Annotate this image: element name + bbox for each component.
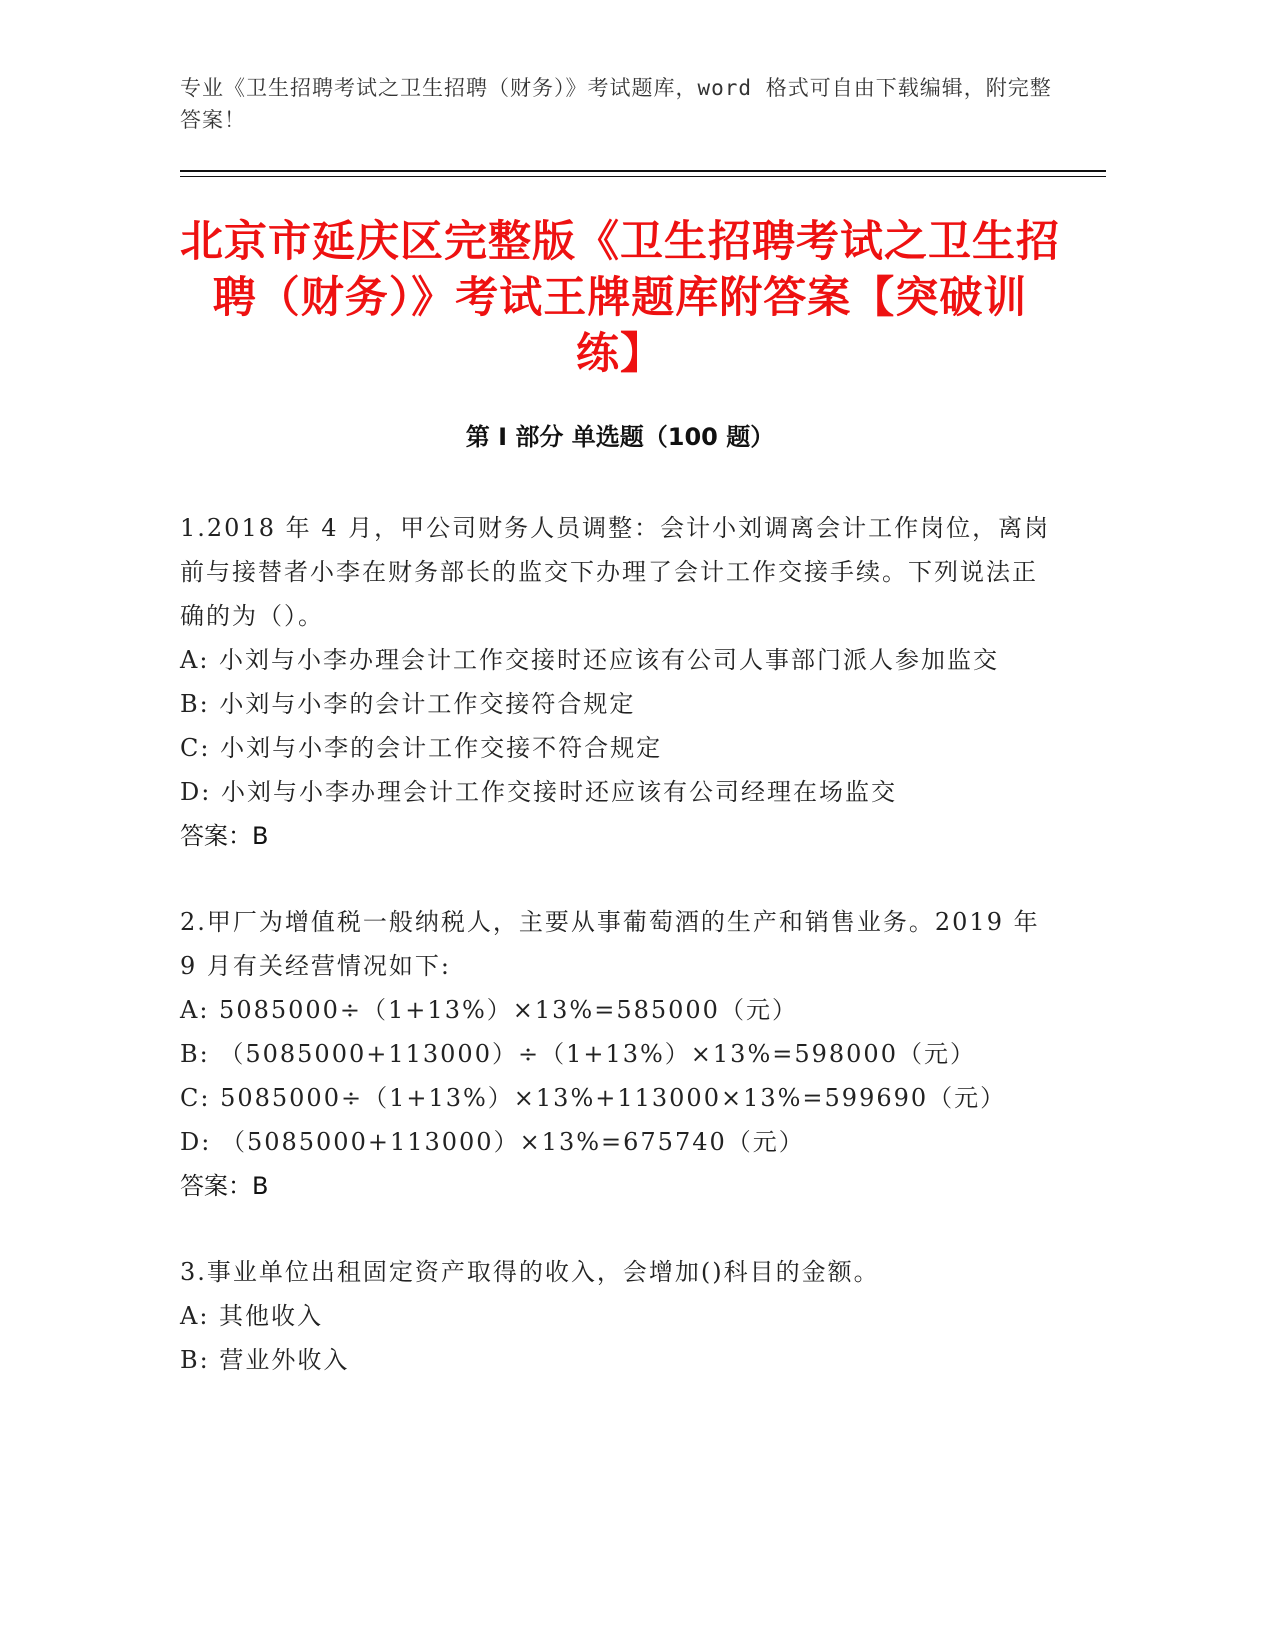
- question-answer: 答案：B: [180, 1172, 269, 1200]
- question-3: [180, 1250, 1060, 1382]
- option-a: A: 小刘与小李办理会计工作交接时还应该有公司人事部门派人参加监交: [180, 646, 1000, 674]
- question-1: [180, 506, 1060, 858]
- option-d: D: 小刘与小李办理会计工作交接时还应该有公司经理在场监交: [180, 778, 897, 806]
- section-heading: 第 I 部分 单选题（100 题）: [465, 423, 775, 451]
- option-b: B: （5085000+113000）÷（1+13%）×13%=598000（元）: [180, 1040, 976, 1068]
- header-note: 专业《卫生招聘考试之卫生招聘（财务）》考试题库，word 格式可自由下载编辑，附完整答案！: [180, 76, 1052, 132]
- option-c: C: 5085000÷（1+13%）×13%+113000×13%=599690（元）: [180, 1084, 1007, 1112]
- header-divider-thick: [180, 170, 1106, 172]
- question-2: [180, 900, 1060, 1208]
- option-b: B: 小刘与小李的会计工作交接符合规定: [180, 690, 636, 718]
- question-stem: 1.2018 年 4 月，甲公司财务人员调整：会计小刘调离会计工作岗位，离岗前与接替者小李在财务部长的监交下办理了会计工作交接手续。下列说法正确的为（）。: [180, 514, 1051, 630]
- header-divider-thin: [180, 176, 1106, 177]
- question-stem: 2.甲厂为增值税一般纳税人，主要从事葡萄酒的生产和销售业务。2019 年 9 月有关经营情况如下:: [180, 908, 1040, 980]
- option-b: B: 营业外收入: [180, 1346, 350, 1374]
- option-c: C: 小刘与小李的会计工作交接不符合规定: [180, 734, 663, 762]
- document-title: 北京市延庆区完整版《卫生招聘考试之卫生招聘（财务）》考试王牌题库附答案【突破训练】: [180, 217, 1060, 379]
- option-d: D: （5085000+113000）×13%=675740（元）: [180, 1128, 805, 1156]
- option-a: A: 5085000÷（1+13%）×13%=585000（元）: [180, 996, 798, 1024]
- question-list: [180, 506, 1060, 1424]
- question-answer: 答案：B: [180, 822, 269, 850]
- question-stem: 3.事业单位出租固定资产取得的收入，会增加()科目的金额。: [180, 1258, 880, 1286]
- option-a: A: 其他收入: [180, 1302, 324, 1330]
